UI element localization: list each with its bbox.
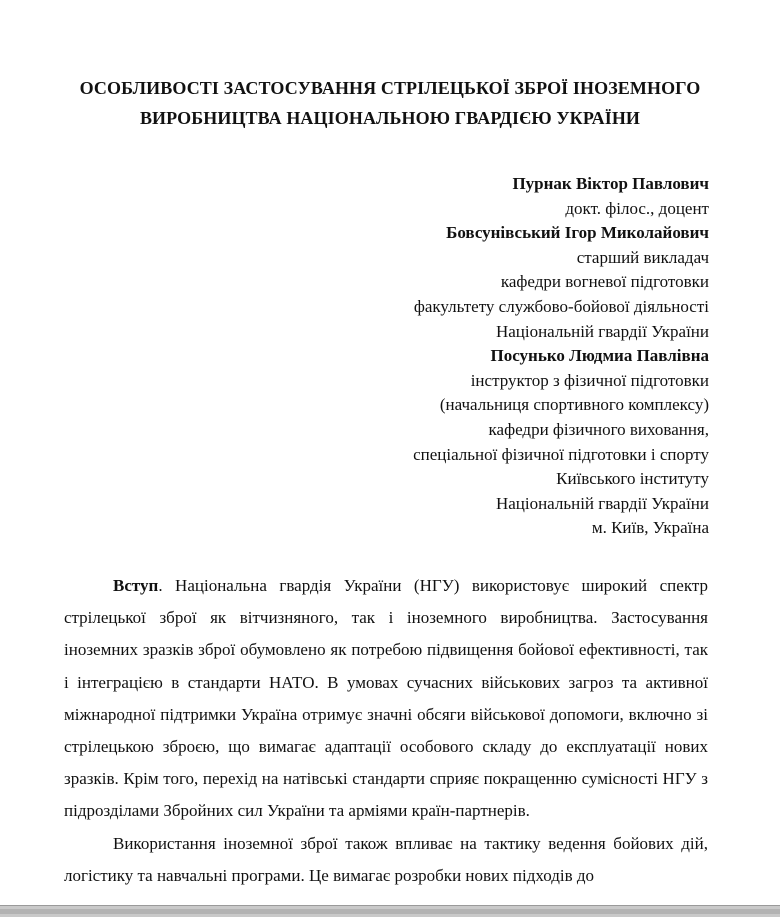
bottom-scrollbar[interactable] bbox=[0, 905, 780, 917]
author-2-name: Бовсунівський Ігор Миколайович bbox=[446, 223, 709, 243]
author-block bbox=[149, 172, 709, 541]
author-1-degree: докт. філос., доцент bbox=[565, 198, 709, 218]
author-1-name: Пурнак Віктор Павлович bbox=[512, 174, 709, 193]
author-2-organization: Національній гвардії України bbox=[495, 321, 709, 341]
author-3-department-detail: спеціальної фізичної підготовки і спорту bbox=[413, 444, 709, 464]
second-paragraph: Використання іноземної зброї також впливає на тактику ведення бойових дій, логістику та навчальні програми. Це вимагає розробки нових підходів до bbox=[64, 833, 708, 885]
title-line-2: ВИРОБНИЦТВА НАЦІОНАЛЬНОЮ ГВАРДІЄЮ УКРАЇНИ bbox=[139, 108, 641, 128]
author-3-position-detail: (начальниця спортивного комплексу) bbox=[439, 395, 709, 415]
body-text bbox=[64, 570, 708, 892]
author-3-position: інструктор з фізичної підготовки bbox=[470, 370, 709, 390]
scrollbar-track[interactable] bbox=[0, 909, 780, 914]
author-2-faculty: факультету службово-бойової діяльності bbox=[413, 296, 709, 316]
institute-organization: Національній гвардії України bbox=[495, 493, 709, 513]
author-2-position: старший викладач bbox=[576, 247, 709, 267]
title-line-1: ОСОБЛИВОСТІ ЗАСТОСУВАННЯ СТРІЛЕЦЬКОЇ ЗБРОЇ ІНОЗЕМНОГО bbox=[79, 78, 701, 98]
author-3-name: Посунько Людмиа Павлівна bbox=[490, 346, 709, 366]
intro-label: Вступ bbox=[113, 576, 159, 595]
city: м. Київ, Україна bbox=[591, 518, 709, 538]
author-3-department: кафедри фізичного виховання, bbox=[488, 419, 709, 439]
intro-text: . Національна гвардія України (НГУ) використовує широкий спектр стрілецької зброї як вітчизняного, так і іноземного виробництва. Застосування іноземних зразків зброї обумовлено як потребою підвищення бойової ефективності, так і інтеграцією в стандарти НАТО. В умовах сучасних військових загроз та активної міжнародної підтримки Україна отримує значні обсяги військової допомоги, включно зі стрілецькою зброєю, що вимагає адаптації особового складу до експлуатації нових зразків. Крім того, перехід на натівські стандарти сприяє покращенню сумісності НГУ з підрозділами Збройних сил України та арміями країн-партнерів. bbox=[64, 576, 708, 821]
intro-paragraph bbox=[64, 570, 708, 828]
paper-title bbox=[40, 73, 740, 133]
author-2-department: кафедри вогневої підготовки bbox=[500, 272, 709, 292]
institute-name: Київського інституту bbox=[556, 469, 709, 489]
